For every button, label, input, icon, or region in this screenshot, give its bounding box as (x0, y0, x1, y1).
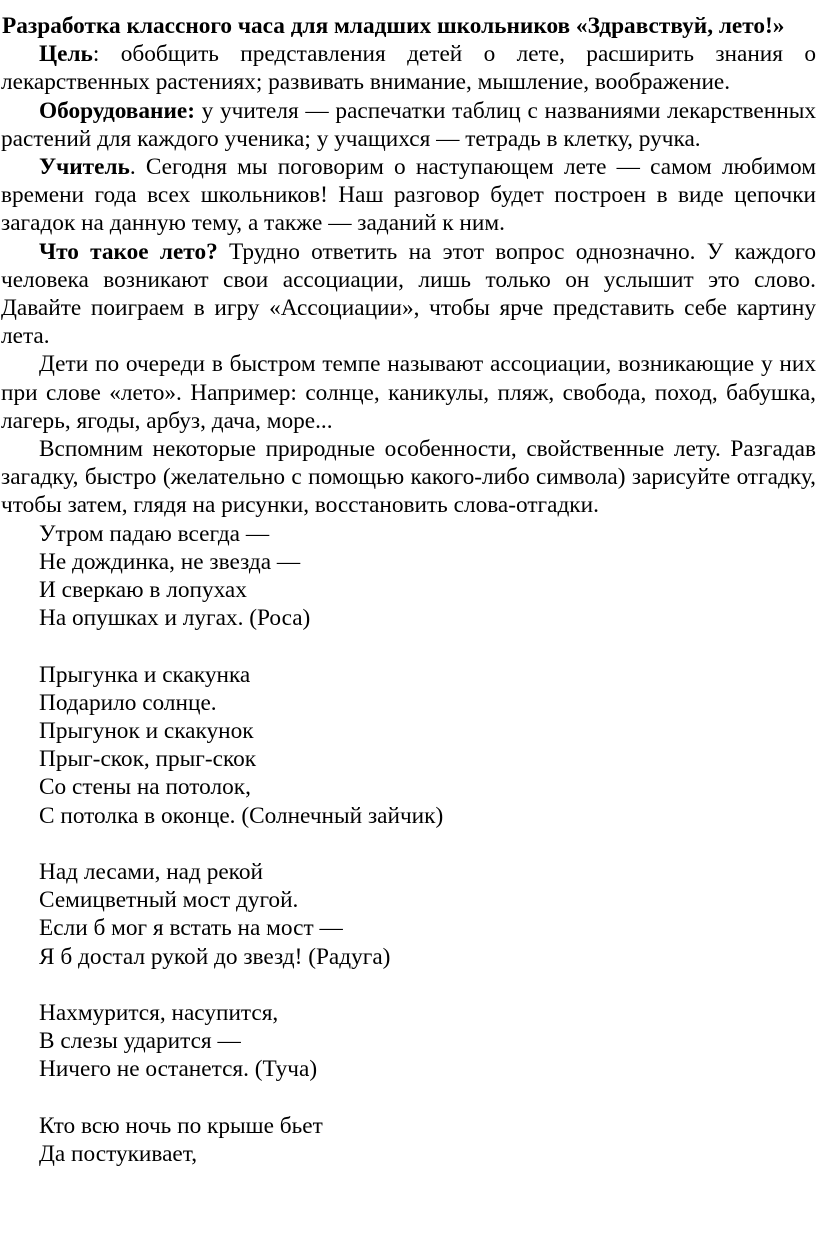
document-page (0, 12, 816, 1168)
riddle-dew (0, 520, 816, 633)
equipment-label: Оборудование: (39, 97, 195, 124)
what-is-summer-text: Трудно ответить на этот вопрос однозначно. У каждого человека возникают свои ассоциации, лишь только он услышит это слово. Давайте поиграем в игру «Ассоциации», чтобы ярче представить себе картину лета. (1, 238, 816, 350)
riddle-line: Прыг-скок, прыг-скок (39, 746, 257, 773)
goal-text: : обобщить представления детей о лете, расширить знания о лекарственных растениях; развивать внимание, мышление, воображение. (1, 41, 816, 96)
riddle-line: Нахмурится, насупится, (39, 1000, 279, 1027)
what-is-summer-label: Что такое лето? (39, 238, 218, 265)
paragraph-equipment (0, 97, 816, 153)
teacher-text: . Сегодня мы поговорим о наступающем лете — самом любимом времени года всех школьников! Наш разговор будет построен в виде цепочки загадок на данную тему, а также — заданий к ним. (1, 154, 816, 237)
stanza-spacer (0, 830, 816, 858)
riddle-line: Я б достал рукой до звезд! (Радуга) (39, 943, 391, 970)
riddle-line: Прыгунка и скакунка (39, 661, 251, 688)
stanza-spacer (0, 971, 816, 999)
riddle-line: В слезы ударится — (39, 1028, 241, 1055)
paragraph-goal (0, 40, 816, 96)
paragraph-nature-features (0, 435, 816, 520)
equipment-text: у учителя — распечатки таблиц с названиями лекарственных растений для каждого ученика; у учащихся — тетрадь в клетку, ручка. (1, 97, 816, 152)
goal-label: Цель (39, 41, 93, 68)
paragraph-associations (0, 350, 816, 435)
riddle-line: Семицветный мост дугой. (39, 887, 299, 914)
riddle-line: С потолка в оконце. (Солнечный зайчик) (39, 802, 444, 829)
stanza-spacer (0, 632, 816, 660)
riddle-line: Кто всю ночь по крыше бьет (39, 1112, 323, 1139)
riddle-line: И сверкаю в лопухах (39, 577, 247, 604)
riddle-sunbeam (0, 661, 816, 830)
riddle-rainbow (0, 858, 816, 971)
riddle-line: Ничего не останется. (Туча) (39, 1056, 318, 1083)
riddle-line: Со стены на потолок, (39, 774, 251, 801)
teacher-label: Учитель (39, 154, 130, 181)
riddle-line: Да постукивает, (39, 1141, 198, 1168)
stanza-spacer (0, 1084, 816, 1112)
document-title: Разработка классного часа для младших школьников «Здравствуй, лето!» (2, 13, 785, 39)
riddle-cloud (0, 999, 816, 1084)
riddle-line: Если б мог я встать на мост — (39, 915, 343, 942)
paragraph-teacher (0, 153, 816, 238)
riddle-line: Не дождинка, не звезда — (39, 548, 301, 575)
nature-features-text: Вспомним некоторые природные особенности, свойственные лету. Разгадав загадку, быстро (желательно с помощью какого-либо символа) зарисуйте отгадку, чтобы затем, глядя на рисунки, восстановить слова-отгадки. (1, 436, 816, 519)
riddle-rain (0, 1112, 816, 1168)
riddle-line: Над лесами, над рекой (39, 859, 263, 886)
riddle-line: На опушках и лугах. (Роса) (39, 605, 311, 632)
associations-text: Дети по очереди в быстром темпе называют ассоциации, возникающие у них при слове «лето». Например: солнце, каникулы, пляж, свобода, поход, бабушка, лагерь, ягоды, арбуз, дача, море... (1, 351, 816, 434)
riddle-line: Утром падаю всегда — (39, 520, 270, 547)
riddle-line: Подарило солнце. (39, 689, 217, 716)
paragraph-what-is-summer (0, 238, 816, 351)
riddle-line: Прыгунок и скакунок (39, 718, 254, 745)
